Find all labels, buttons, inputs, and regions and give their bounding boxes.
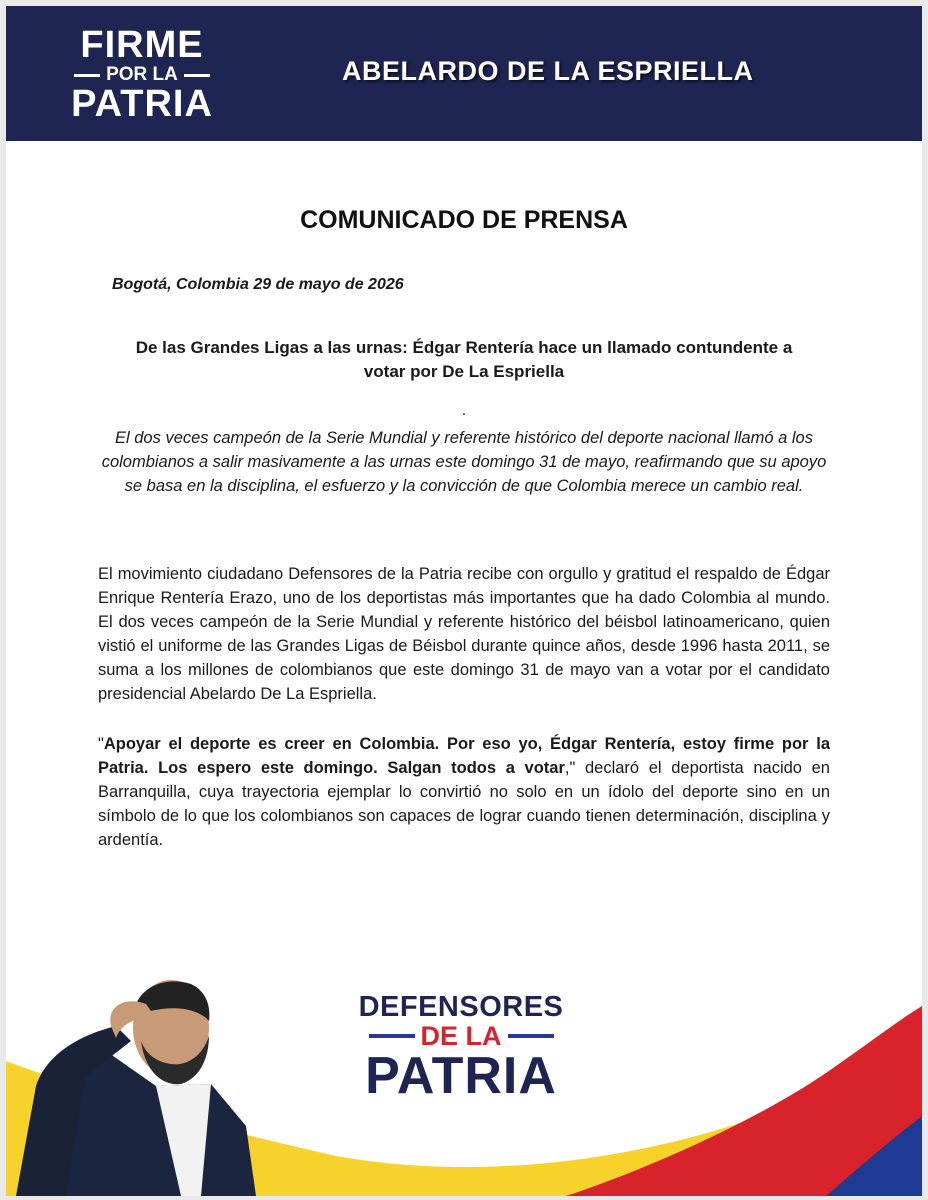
logo-firme-text: FIRME bbox=[80, 24, 204, 66]
defensores-de-la-patria-logo bbox=[356, 991, 566, 1105]
headline-line-2: votar por De La Espriella bbox=[363, 362, 565, 381]
de-la-text: DE LA bbox=[420, 1021, 502, 1051]
logo-patria-text: PATRIA bbox=[71, 83, 213, 125]
firme-por-la-patria-logo bbox=[62, 24, 222, 125]
candidate-name: ABELARDO DE LA ESPRIELLA bbox=[342, 56, 754, 86]
dateline: Bogotá, Colombia 29 de mayo de 2026 bbox=[112, 276, 404, 293]
logo-por-la-text: POR LA bbox=[106, 64, 178, 85]
de-la-line-right bbox=[508, 1034, 554, 1038]
candidate-saluting-photo bbox=[6, 966, 276, 1196]
defensores-text: DEFENSORES bbox=[358, 991, 564, 1023]
body-paragraph-2 bbox=[98, 732, 830, 852]
headline bbox=[102, 336, 826, 384]
logo-bar-right bbox=[184, 74, 210, 77]
quote-bold: Apoyar el deporte es creer en Colombia. Por eso yo, Édgar Rentería, estoy firme por la Patria. Los espero este domingo. Salgan todos a votar bbox=[98, 735, 830, 777]
footer bbox=[6, 956, 922, 1196]
separator: . bbox=[461, 402, 467, 419]
press-release-page bbox=[6, 6, 922, 1196]
quote-rest: ," declaró el deportista nacido en Barranquilla, cuya trayectoria ejemplar lo convirtió no solo en un ídolo del deporte sino en un símbolo de lo que los colombianos son capaces de lograr cuando tienen determinación, disciplina y ardentía. bbox=[98, 759, 830, 849]
de-la-row bbox=[356, 1022, 566, 1050]
lead-paragraph: El dos veces campeón de la Serie Mundial y referente histórico del deporte nacional llamó a los colombianos a salir masivamente a las urnas este domingo 31 de mayo, reafirmando que su apoyo se basa en la disciplina, el esfuerzo y la convicción de que Colombia merece un cambio real. bbox=[101, 429, 827, 495]
body-paragraph-1: El movimiento ciudadano Defensores de la Patria recibe con orgullo y gratitud el respaldo de Édgar Enrique Rentería Erazo, uno de los deportistas más importantes que ha dado Colombia al mundo. El dos veces campeón de la Serie Mundial y referente histórico del béisbol latinoamericano, quien vistió el uniforme de las Grandes Ligas de Béisbol durante quince años, desde 1996 hasta 2011, se suma a los millones de colombianos que este domingo 31 de mayo van a votar por el candidato presidencial Abelardo De La Espriella. bbox=[98, 565, 830, 703]
patria-text: PATRIA bbox=[365, 1047, 557, 1105]
header-banner bbox=[6, 6, 922, 141]
headline-line-1: De las Grandes Ligas a las urnas: Édgar Rentería hace un llamado contundente a bbox=[135, 338, 793, 357]
de-la-line-left bbox=[369, 1034, 415, 1038]
page-title: COMUNICADO DE PRENSA bbox=[300, 206, 628, 234]
logo-bar-left bbox=[74, 74, 100, 77]
quote-open: " bbox=[98, 735, 104, 753]
